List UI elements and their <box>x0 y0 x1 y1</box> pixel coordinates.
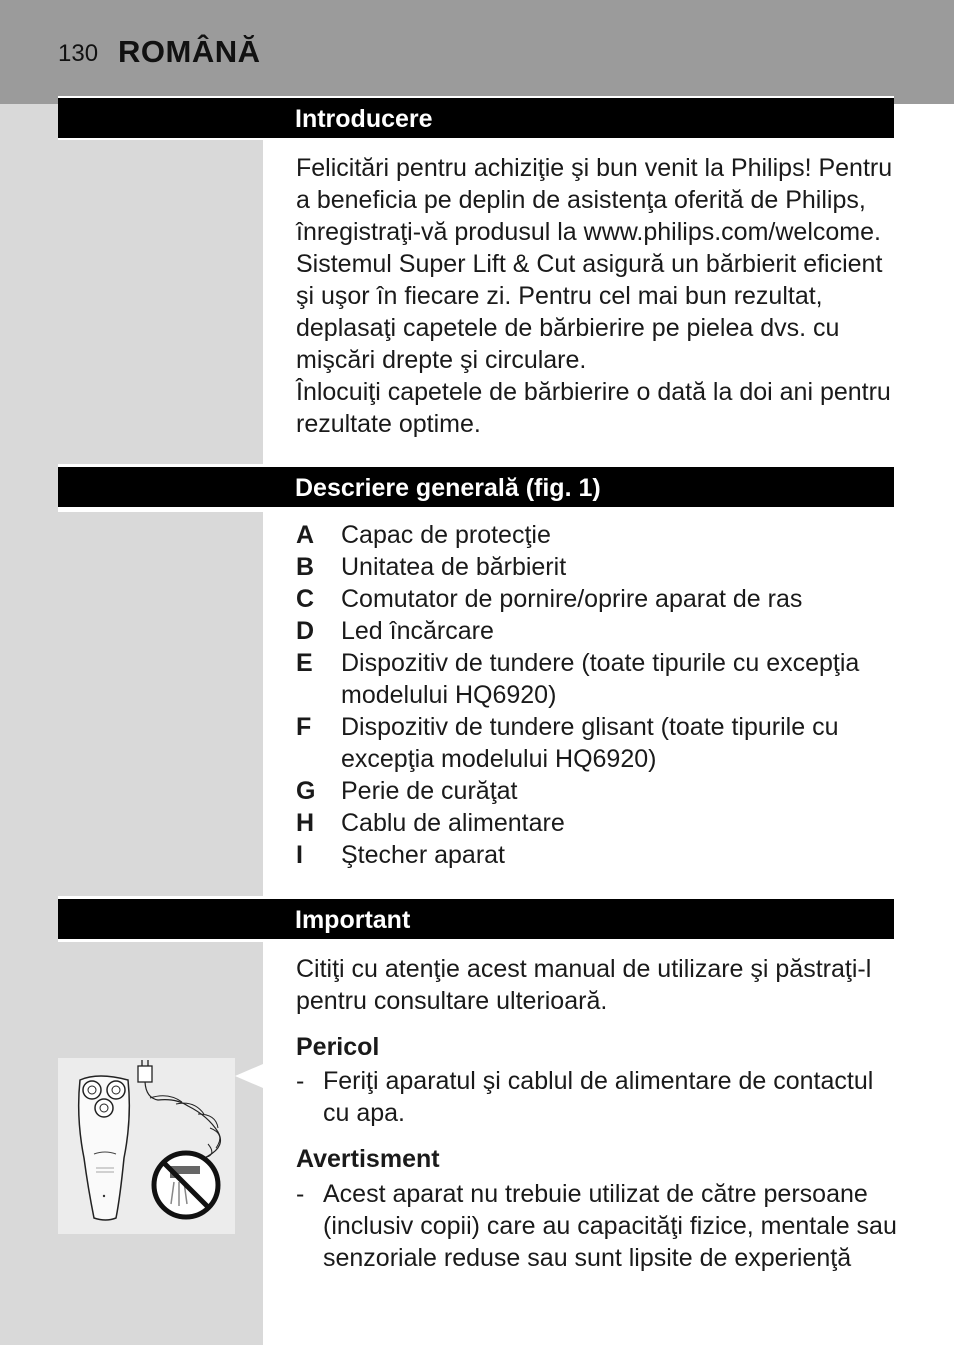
intro-paragraph-3: Înlocuiţi capetele de bărbierire o dată la doi ani pentru rezultate optime. <box>296 378 891 438</box>
item-text: Cablu de alimentare <box>341 809 565 837</box>
intro-text <box>296 152 901 440</box>
item-text: Perie de curăţat <box>341 777 518 805</box>
list-item <box>296 839 901 871</box>
shaver-illustration <box>58 1058 235 1234</box>
important-intro: Citiţi cu atenţie acest manual de utilizare şi păstraţi-l pentru consultare ulterioară. <box>296 955 872 1015</box>
list-item <box>296 711 901 775</box>
list-item <box>296 807 901 839</box>
section-header-intro <box>58 96 894 140</box>
intro-paragraph-1: Felicitări pentru achiziţie şi bun venit la Philips! Pentru a beneficia pe deplin de asistenţa oferită de Philips, înregistraţi-vă produsul la www.philips.com/welcome. <box>296 154 893 246</box>
section-title-overview: Descriere generală (fig. 1) <box>295 474 601 502</box>
item-letter: C <box>296 585 315 613</box>
warning-bullet <box>296 1178 901 1274</box>
warning-heading: Avertisment <box>296 1145 440 1173</box>
shaver-no-water-icon <box>58 1058 235 1234</box>
list-item <box>296 775 901 807</box>
language-title: ROMÂNĂ <box>118 34 261 69</box>
figure-pointer <box>235 1064 263 1088</box>
header-bar <box>0 0 954 104</box>
item-letter: H <box>296 809 315 837</box>
list-item <box>296 519 901 551</box>
section-title-intro: Introducere <box>295 105 433 133</box>
item-letter: B <box>296 553 315 581</box>
item-letter: D <box>296 617 315 645</box>
bullet-dash: - <box>296 1067 305 1095</box>
intro-paragraph-2: Sistemul Super Lift & Cut asigură un bărbierit eficient şi uşor în fiecare zi. Pentru cel mai bun rezultat, deplasaţi capetele de bărbierire pe pielea dvs. cu mişcări drepte şi circulare. <box>296 250 883 374</box>
item-letter: E <box>296 649 313 677</box>
parts-list <box>296 519 901 871</box>
item-text: Dispozitiv de tundere glisant (toate tipurile cu excepţia modelului HQ6920) <box>341 713 839 773</box>
page-number: 130 <box>58 40 99 67</box>
list-item <box>296 615 901 647</box>
item-letter: F <box>296 713 312 741</box>
list-item <box>296 551 901 583</box>
danger-heading: Pericol <box>296 1033 380 1061</box>
item-text: Dispozitiv de tundere (toate tipurile cu excepţia modelului HQ6920) <box>341 649 860 709</box>
warning-text: Acest aparat nu trebuie utilizat de către persoane (inclusiv copii) care au capacităţi fizice, mentale sau senzoriale reduse sau sunt lipsite de experienţă <box>323 1180 897 1272</box>
item-letter: G <box>296 777 316 805</box>
bullet-dash: - <box>296 1180 305 1208</box>
section-header-important <box>58 897 894 941</box>
item-text: Unitatea de bărbierit <box>341 553 567 581</box>
item-letter: I <box>296 841 303 869</box>
section-header-overview <box>58 465 894 509</box>
item-text: Comutator de pornire/oprire aparat de ras <box>341 585 803 613</box>
item-letter: A <box>296 521 315 549</box>
item-text: Capac de protecţie <box>341 521 551 549</box>
danger-text: Feriţi aparatul şi cablul de alimentare de contactul cu apa. <box>323 1067 874 1127</box>
section-title-important: Important <box>295 906 411 934</box>
item-text: Led încărcare <box>341 617 494 645</box>
danger-bullet <box>296 1065 901 1129</box>
list-item <box>296 647 901 711</box>
list-item <box>296 583 901 615</box>
item-text: Ştecher aparat <box>341 841 505 869</box>
